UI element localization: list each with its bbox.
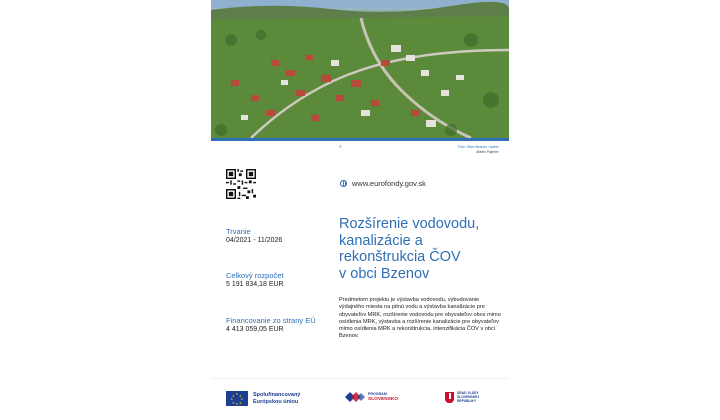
- eu-cofinanced-text: [253, 392, 300, 404]
- eu-text-line: Európskou úniou: [253, 398, 299, 405]
- eu-funding-label: Financovanie zo strany EÚ: [226, 316, 316, 325]
- project-poster: [211, 0, 509, 420]
- duration-block: [226, 227, 282, 245]
- eu-text-line: Spolufinancovaný: [253, 392, 301, 399]
- title-line: rekonštrukcia ČOV: [339, 249, 461, 265]
- eu-cofinanced-logo: [226, 391, 300, 406]
- photo-author: Martin Pajenec: [476, 150, 499, 154]
- duration-value: 04/2021 - 11/2026: [226, 237, 283, 244]
- village-aerial-photo: [211, 0, 509, 138]
- budget-block: [226, 271, 284, 289]
- program-slovensko-mark-icon: [345, 392, 365, 402]
- title-line: v obci Bzenov: [339, 265, 430, 282]
- title-line: Rozšírenie vodovodu,: [339, 216, 480, 232]
- budget-value: 5 191 834,18 EUR: [226, 281, 284, 288]
- government-office-text: [457, 391, 495, 404]
- eu-funding-block: [226, 316, 316, 334]
- slovak-coat-of-arms-icon: [445, 392, 454, 403]
- qr-code-icon[interactable]: [226, 169, 256, 199]
- program-text-line: PROGRAM: [368, 392, 387, 396]
- government-office-logo: [445, 391, 495, 404]
- photo-credit: [458, 145, 499, 155]
- globe-icon: [340, 180, 347, 187]
- project-title: [339, 216, 504, 282]
- village-illustration: [211, 0, 509, 138]
- title-line: kanalizácie a: [339, 232, 423, 249]
- program-slovensko-text: [368, 392, 398, 402]
- budget-label: Celkový rozpočet: [226, 271, 284, 280]
- gov-text-line: SLOVENSKEJ REPUBLIKY: [457, 395, 480, 404]
- website-url[interactable]: www.eurofondy.gov.sk: [352, 179, 426, 188]
- website-link[interactable]: [340, 179, 426, 188]
- photo-credit-subtitle: Foto: Obec Bzenov / archív: [457, 145, 499, 149]
- program-text-line: SLOVENSKO: [368, 397, 399, 402]
- eu-funding-value: 4 413 059,05 EUR: [226, 326, 284, 333]
- duration-label: Trvanie: [226, 227, 251, 236]
- accent-divider: [211, 138, 509, 141]
- gov-text-line: ÚRAD VLÁDY: [457, 391, 479, 395]
- copyright-mark: ©: [339, 144, 342, 149]
- program-slovensko-logo: [345, 392, 398, 402]
- project-description: Predmetom projektu je výstavba vodovodu, vybudovanie výdajného miesta na pitnú vodu a výstavba kanalizácie pre obyvateľov MRK, rozšírenie vodovodu pre obyvateľov obce mimo osídlenia MRK, výstavba a rozšírenie kanalizácie pre obyvateľov mimo osídlenia MRK a rekonštrukcia, intenzifikácia ČOV v obci Bzenov.: [339, 297, 501, 340]
- eu-flag-icon: ★ ★ ★ ★ ★ ★ ★ ★: [226, 391, 248, 406]
